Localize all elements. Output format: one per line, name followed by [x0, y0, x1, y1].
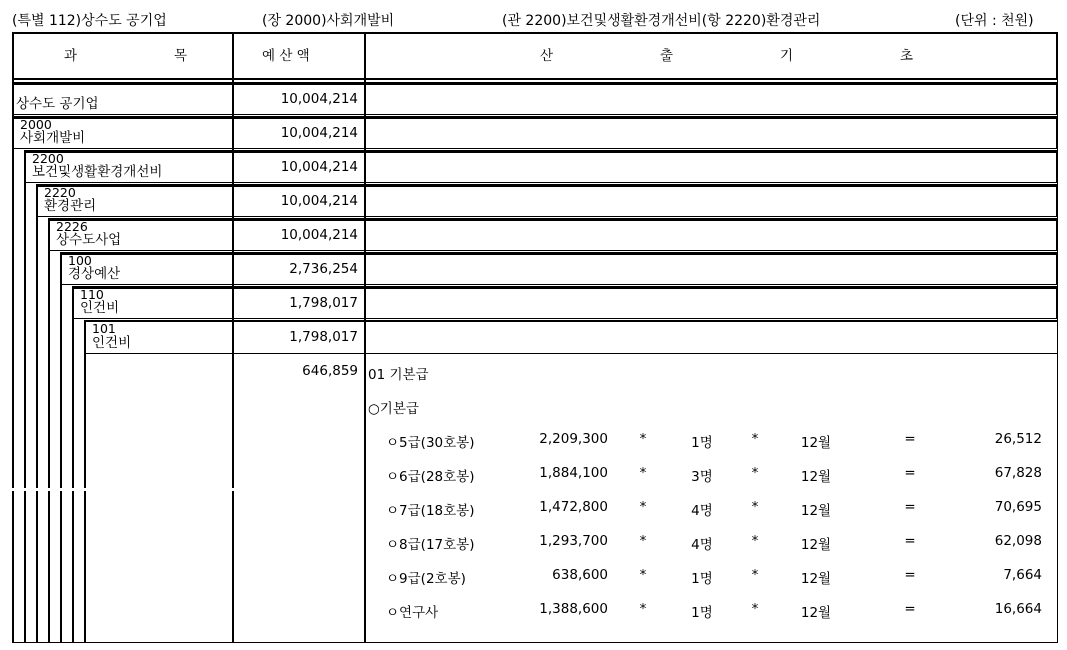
line-count: 4명 [691, 503, 713, 519]
basis-header-1: 산 [540, 48, 554, 64]
line-op-multiply: * [751, 601, 759, 617]
line-count: 3명 [691, 469, 713, 485]
line-total: 7,664 [1003, 567, 1042, 583]
line-count: 4명 [691, 537, 713, 553]
line-months: 12월 [800, 469, 832, 485]
subject-header-1: 과 [64, 48, 78, 64]
row-amount-6: 2,736,254 [289, 261, 358, 277]
line-total: 70,695 [994, 499, 1042, 515]
line-label: ㅇ6급(28호봉) [386, 469, 475, 485]
chapter-label: (장 2000)사회개발비 [262, 13, 395, 29]
row-code-6: 100 [68, 253, 92, 268]
row-name-7: 인건비 [80, 300, 120, 316]
row-amount-7: 1,798,017 [289, 295, 358, 311]
budget-header: 예 산 액 [262, 48, 310, 64]
line-op-multiply: * [639, 567, 647, 583]
item-amount: 646,859 [302, 363, 358, 379]
unit-label: (단위 : 천원) [955, 13, 1034, 29]
line-months: 12월 [800, 571, 832, 587]
line-equals: = [904, 533, 916, 549]
row-name-1: 상수도 공기업 [16, 96, 99, 112]
line-op-multiply: * [751, 567, 759, 583]
line-equals: = [904, 499, 916, 515]
line-equals: = [904, 431, 916, 447]
line-pay: 1,293,700 [539, 533, 608, 549]
line-op-multiply: * [751, 533, 759, 549]
line-op-multiply: * [751, 465, 759, 481]
line-equals: = [904, 567, 916, 583]
line-pay: 1,472,800 [539, 499, 608, 515]
line-op-multiply: * [639, 465, 647, 481]
line-months: 12월 [800, 537, 832, 553]
line-equals: = [904, 465, 916, 481]
line-label: ㅇ9급(2호봉) [386, 571, 466, 587]
subject-header-2: 목 [174, 48, 188, 64]
line-months: 12월 [800, 503, 832, 519]
line-op-multiply: * [639, 431, 647, 447]
row-name-5: 상수도사업 [56, 232, 122, 248]
line-total: 16,664 [994, 601, 1042, 617]
line-count: 1명 [691, 605, 713, 621]
section-label: (관 2200)보건및생활환경개선비(항 2220)환경관리 [502, 13, 821, 29]
line-pay: 1,884,100 [539, 465, 608, 481]
row-amount-2: 10,004,214 [280, 125, 358, 141]
row-code-5: 2226 [56, 219, 88, 234]
row-name-8: 인건비 [92, 335, 132, 351]
row-name-3: 보건및생활환경개선비 [32, 164, 163, 180]
item-subtitle: ○기본급 [368, 401, 419, 417]
row-name-6: 경상예산 [68, 266, 121, 282]
line-equals: = [904, 601, 916, 617]
line-label: ㅇ5급(30호봉) [386, 435, 475, 451]
line-total: 62,098 [994, 533, 1042, 549]
line-op-multiply: * [639, 533, 647, 549]
basis-header-2: 출 [660, 48, 674, 64]
line-op-multiply: * [639, 601, 647, 617]
row-code-4: 2220 [44, 185, 76, 200]
line-op-multiply: * [751, 431, 759, 447]
line-pay: 2,209,300 [539, 431, 608, 447]
basis-header-3: 기 [780, 48, 794, 64]
row-code-7: 110 [80, 287, 104, 302]
line-op-multiply: * [751, 499, 759, 515]
row-amount-8: 1,798,017 [289, 329, 358, 345]
row-code-3: 2200 [32, 151, 64, 166]
row-amount-4: 10,004,214 [280, 193, 358, 209]
item-title: 01 기본급 [368, 367, 429, 383]
line-pay: 1,388,600 [539, 601, 608, 617]
fund-label: (특별 112)상수도 공기업 [12, 13, 167, 29]
basis-header-4: 초 [900, 48, 914, 64]
row-name-2: 사회개발비 [20, 130, 86, 146]
line-months: 12월 [800, 605, 832, 621]
line-months: 12월 [800, 435, 832, 451]
row-code-2: 2000 [20, 117, 52, 132]
line-label: ㅇ연구사 [386, 605, 439, 621]
row-amount-5: 10,004,214 [280, 227, 358, 243]
line-label: ㅇ7급(18호봉) [386, 503, 475, 519]
row-code-8: 101 [92, 321, 116, 336]
row-name-4: 환경관리 [44, 198, 97, 214]
line-label: ㅇ8급(17호봉) [386, 537, 475, 553]
line-pay: 638,600 [552, 567, 608, 583]
line-count: 1명 [691, 571, 713, 587]
line-op-multiply: * [639, 499, 647, 515]
row-amount-1: 10,004,214 [280, 91, 358, 107]
line-count: 1명 [691, 435, 713, 451]
row-amount-3: 10,004,214 [280, 159, 358, 175]
line-total: 26,512 [994, 431, 1042, 447]
line-total: 67,828 [994, 465, 1042, 481]
